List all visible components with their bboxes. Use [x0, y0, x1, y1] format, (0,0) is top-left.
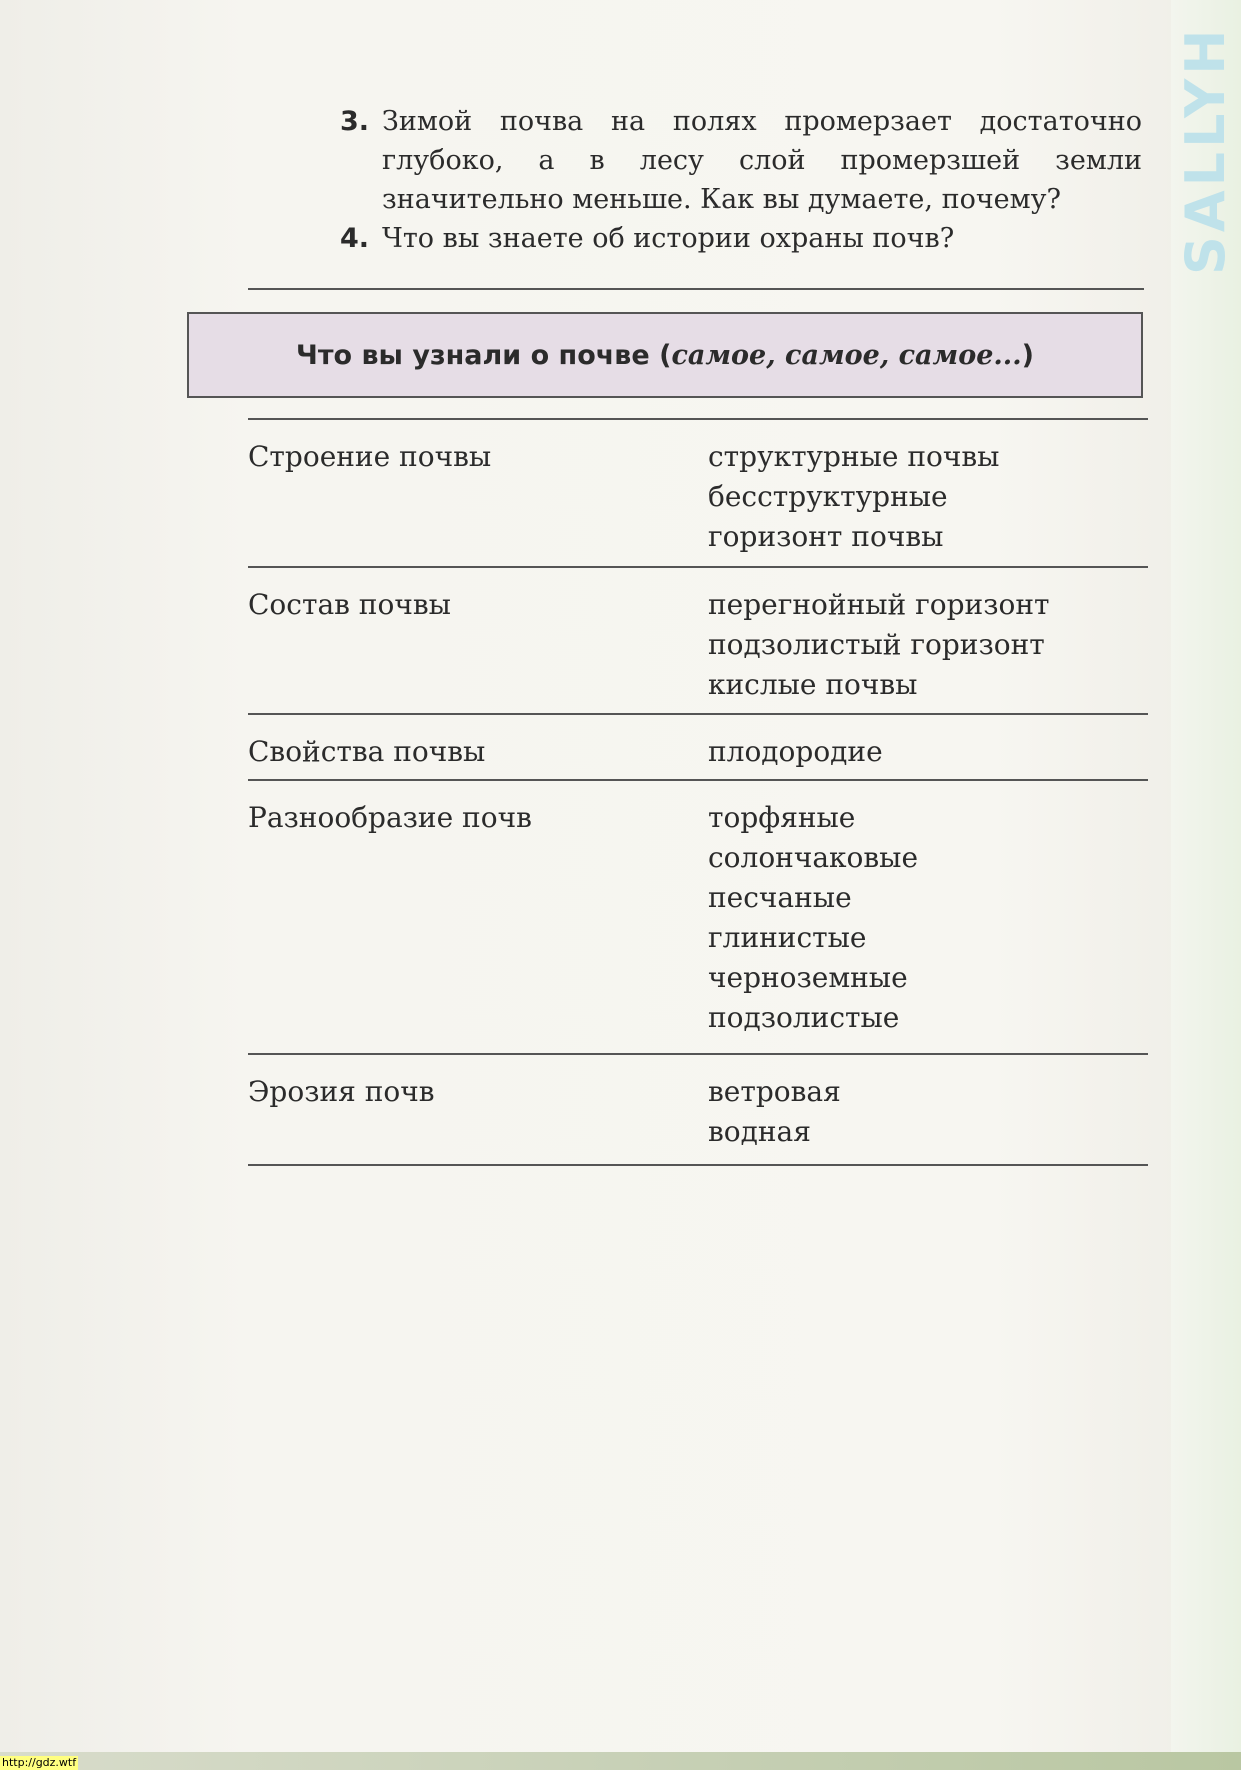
row-values [708, 732, 1148, 779]
row-label: Состав почвы [248, 588, 451, 621]
summary-title: Что вы узнали о почве ( [296, 339, 672, 371]
row-label: Эрозия почв [248, 1075, 435, 1108]
question-text: Зимой почва на полях промерзает достаточно глубоко, а в лесу слой промерзшей земли значительно меньше. Как вы думаете, почему? [382, 106, 1142, 215]
summary-table [248, 418, 1148, 1166]
row-values [708, 585, 1148, 713]
summary-title-italic: самое, самое, самое... [671, 339, 1022, 371]
value-item: плодородие [708, 735, 883, 768]
value-item: ветровая [708, 1075, 841, 1108]
value-item: водная [708, 1115, 811, 1148]
table-row [248, 566, 1148, 713]
value-item: торфяные [708, 801, 856, 834]
value-item: перегнойный горизонт [708, 588, 1050, 621]
table-row [248, 418, 1148, 566]
value-item: песчаные [708, 881, 852, 914]
table-row [248, 713, 1148, 779]
row-label: Разнообразие почв [248, 801, 532, 834]
question-list [340, 102, 1142, 258]
row-label: Строение почвы [248, 440, 492, 473]
value-item: кислые почвы [708, 668, 918, 701]
value-item: подзолистый горизонт [708, 628, 1045, 661]
divider [248, 1164, 1148, 1166]
table-row [248, 779, 1148, 1053]
row-label: Свойства почвы [248, 735, 486, 768]
page-bottom-strip [0, 1752, 1241, 1770]
value-item: солончаковые [708, 841, 919, 874]
summary-heading [187, 312, 1143, 398]
divider [248, 288, 1144, 290]
value-item: структурные почвы [708, 440, 1000, 473]
value-item: глинистые [708, 921, 867, 954]
row-values [708, 798, 1148, 1053]
question-item [340, 219, 1142, 258]
question-item [340, 102, 1142, 219]
value-item: подзолистые [708, 1001, 900, 1034]
row-values [708, 437, 1148, 566]
source-url-label: http://gdz.wtf [2, 1756, 77, 1769]
question-text: Что вы знаете об истории охраны почв? [382, 223, 955, 254]
summary-title-close: ) [1021, 339, 1034, 371]
table-row [248, 1053, 1148, 1164]
value-item: бесструктурные [708, 480, 948, 513]
question-number: 4. [340, 223, 370, 254]
value-item: горизонт почвы [708, 520, 944, 553]
watermark: SALLYH [1174, 25, 1237, 275]
value-item: черноземные [708, 961, 908, 994]
row-values [708, 1072, 1148, 1164]
question-number: 3. [340, 106, 370, 137]
